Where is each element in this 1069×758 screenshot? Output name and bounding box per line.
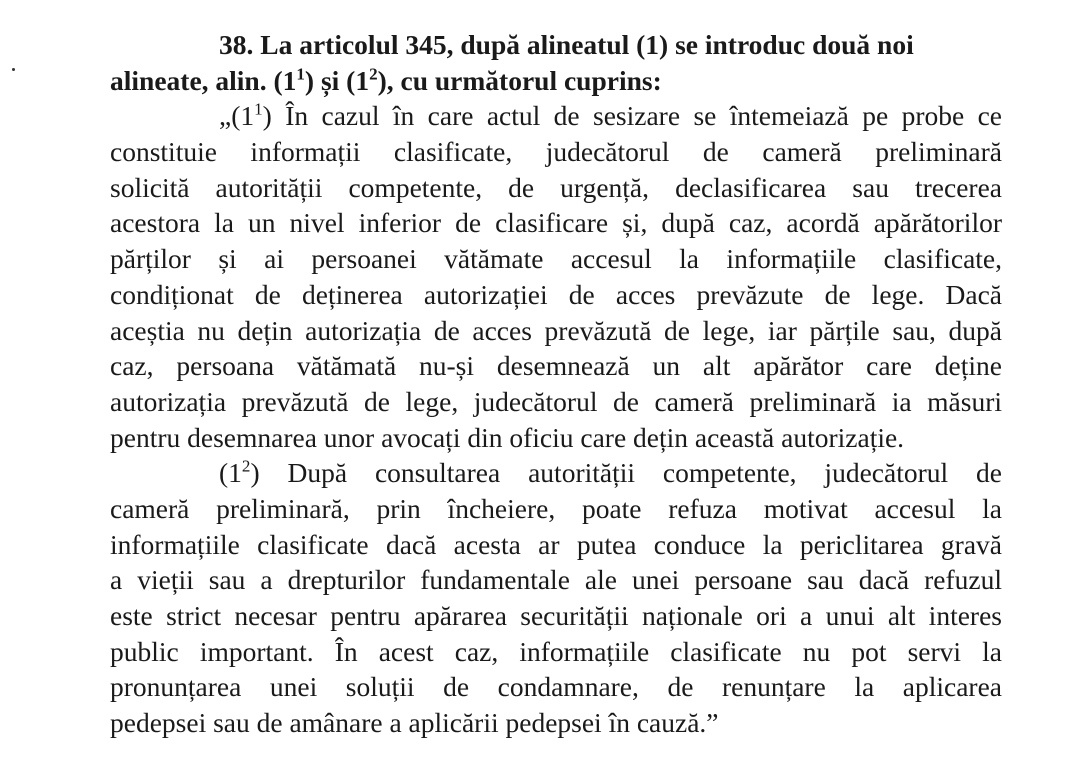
paragraph-1-line: autorizația prevăzută de lege, judecătorul de cameră preliminară ia măsuri [110,385,1002,417]
paragraph-1-line: caz, persoana vătămată nu-și desemnează un alt apărător care deține [110,350,1002,382]
paragraph-2-line: pronunțarea unei soluții de condamnare, de renunțare la aplicarea [110,671,1002,703]
paragraph-1-last-line: pentru desemnarea unor avocați din oficiu care dețin această autorizație. [110,421,905,453]
paragraph-1-line: solicită autorității competente, de urgență, declasificarea sau trecerea [110,171,1002,203]
paragraph-2-line: informațiile clasificate dacă acesta ar putea conduce la periclitarea gravă [110,528,1002,560]
margin-mark [12,68,15,71]
paragraph-2-line: cameră preliminară, prin încheiere, poate refuza motivat accesul la [110,492,1002,524]
paragraph-2-line: a vieții sau a drepturilor fundamentale ale unei persoane sau dacă refuzul [110,564,1002,596]
paragraph-2-line: public important. În acest caz, informațiile clasificate nu pot servi la [110,635,1002,667]
paragraph-2-last-line: pedepsei sau de amânare a aplicării pedepsei în cauză.” [110,707,719,739]
paragraph-2-line: este strict necesar pentru apărarea securității naționale ori a unui alt interes [110,600,1002,631]
paragraph-1-line: părților și ai persoanei vătămate accesul la informațiile clasificate, [110,243,1002,275]
paragraph-1-line: aceștia nu dețin autorizația de acces prevăzută de lege, iar părțile sau, după [110,314,1002,346]
article-heading-line-2: alineate, alin. $(1^1)$ și $(1^2)$, cu următorul cuprins: [110,64,662,96]
paragraph-1-line: condiționat de deținerea autorizației de acces prevăzute de lege. Dacă [110,278,1002,310]
paragraph-1-line-1: $„(1^1)$ În cazul în care actul de sesizare se întemeiază pe probe ce [219,99,1002,132]
article-heading-line-1: 38. La articolul 345, după alineatul (1) se introduc două noi [219,29,914,60]
paragraph-1-line: acestora la un nivel inferior de clasificare și, după caz, acordă apărătorilor [110,207,1002,239]
article-text [110,27,1002,741]
paragraph-1-line: constituie informații clasificate, judecătorul de cameră preliminară [110,136,1002,168]
paragraph-2-line-1: $(1^2)$ După consultarea autorității competente, judecătorul de [219,456,1002,489]
